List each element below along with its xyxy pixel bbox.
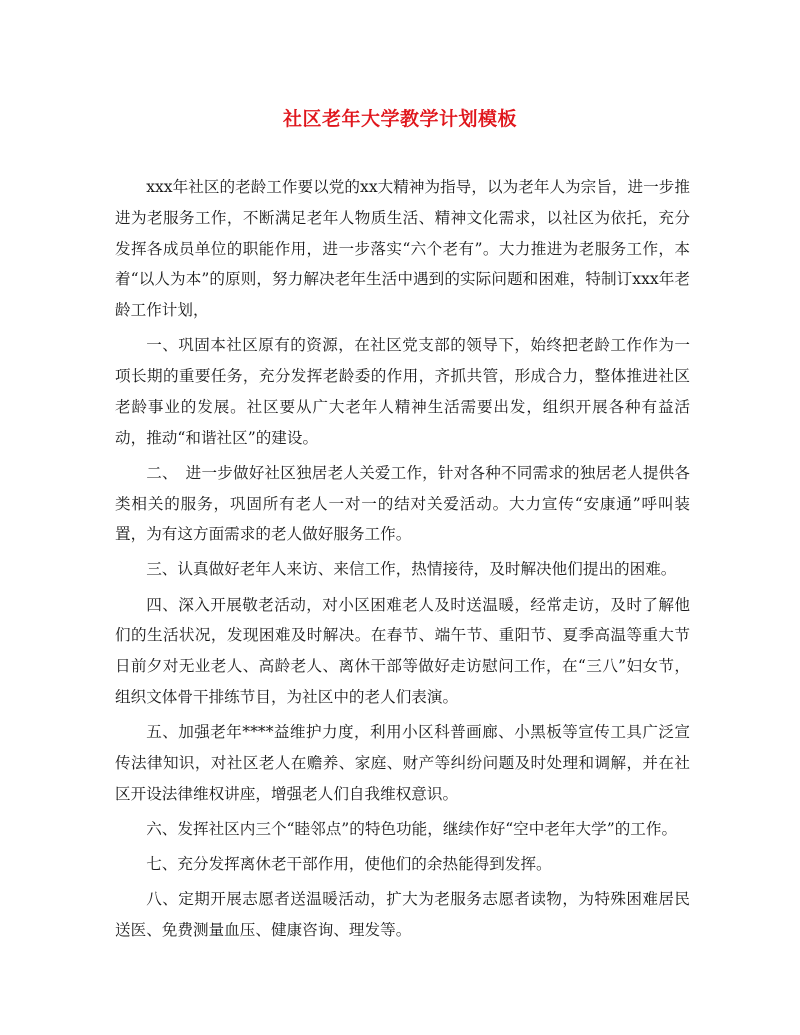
paragraph-item-2: 二、 进一步做好社区独居老人关爱工作，针对各种不同需求的独居老人提供各类相关的服务，巩固所有老人一对一的结对关爱活动。大力宣传“安康通”呼叫装置，为有这方面需求的老人做好服务工作。 [115,463,690,544]
paragraph-item-1: 一、巩固本社区原有的资源，在社区党支部的领导下，始终把老龄工作作为一项长期的重要任务，充分发挥老龄委的作用，齐抓共管，形成合力，整体推进社区老龄事业的发展。社区要从广大老年人精神生活需要出发，组织开展各种有益活动，推动“和谐社区”的建设。 [115,336,690,447]
document-body [115,172,690,950]
document-title: 社区老年大学教学计划模板 [282,108,517,130]
paragraph-intro: xxx年社区的老龄工作要以党的xx大精神为指导，以为老年人为宗旨，进一步推进为老服务工作，不断满足老年人物质生活、精神文化需求，以社区为依托，充分发挥各成员单位的职能作用，进一步落实“六个老有”。大力推进为老服务工作，本着“以人为本”的原则，努力解决老年生活中遇到的实际问题和困难，特制订xxx年老龄工作计划， [115,178,690,320]
paragraph-item-8: 八、定期开展志愿者送温暖活动，扩大为老服务志愿者读物，为特殊困难居民送医、免费测量血压、健康咨询、理发等。 [115,889,690,939]
paragraph-item-4: 四、深入开展敬老活动，对小区困难老人及时送温暖，经常走访，及时了解他们的生活状况，发现困难及时解决。在春节、端午节、重阳节、夏季高温等重大节日前夕对无业老人、高龄老人、离休干部等做好走访慰问工作，在“三八”妇女节，组织文体骨干排练节目，为社区中的老人们表演。 [115,595,690,706]
paragraph-item-7: 七、充分发挥离休老干部作用，使他们的余热能得到发挥。 [146,854,552,873]
paragraph-item-5: 五、加强老年****益维护力度，利用小区科普画廊、小黑板等宣传工具广泛宣传法律知识，对社区老人在赡养、家庭、财产等纠纷问题及时处理和调解，并在社区开设法律维权讲座，增强老人们自我维权意识。 [115,723,690,803]
paragraph-item-3: 三、认真做好老年人来访、来信工作，热情接待，及时解决他们提出的困难。 [146,560,677,579]
paragraph-item-6: 六、发挥社区内三个“睦邻点”的特色功能，继续作好“空中老年大学”的工作。 [146,819,678,838]
